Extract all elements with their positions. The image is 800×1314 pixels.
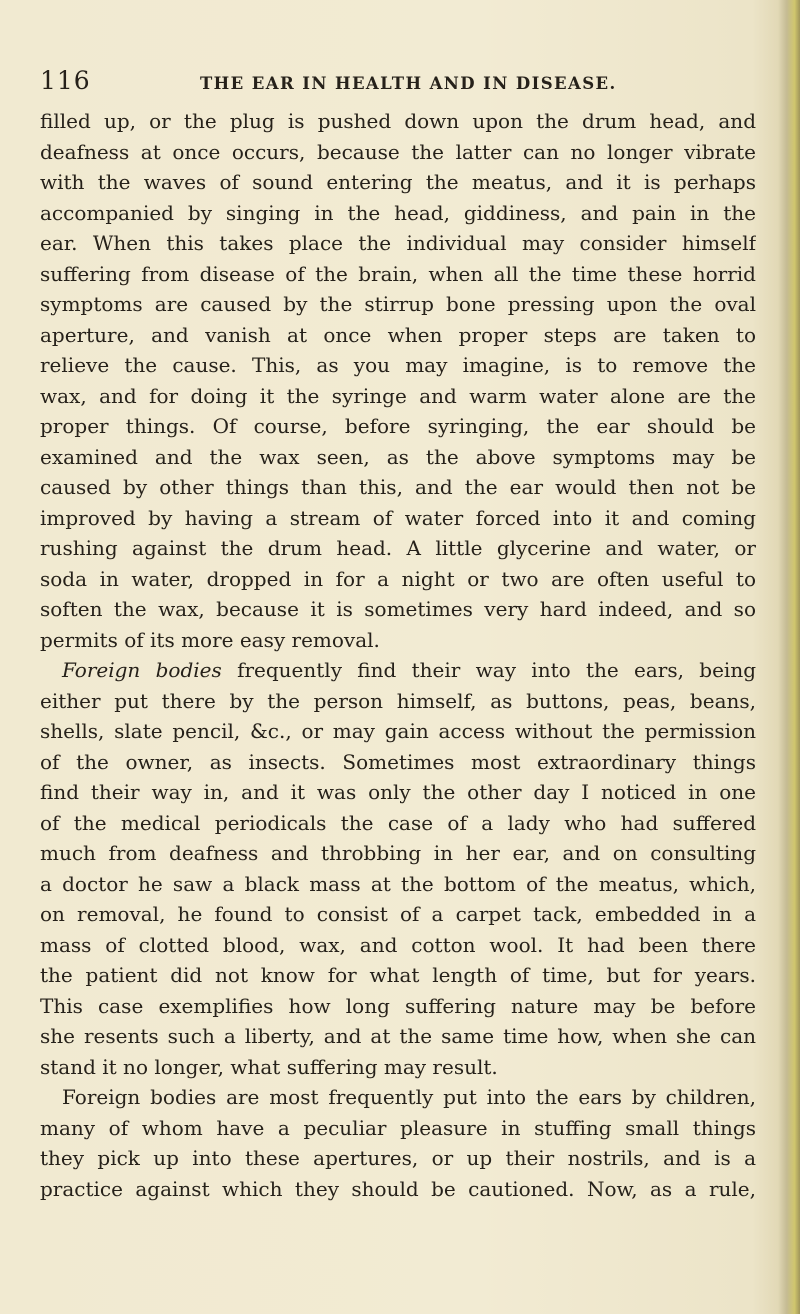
paragraph-start-line: Foreign bodies are most frequently put into the ears by children, bbox=[62, 1085, 756, 1109]
text-line: filled up, or the plug is pushed down upon the drum head, and bbox=[40, 109, 756, 133]
text-line: This case exemplifies how long suffering nature may be before bbox=[40, 993, 756, 1018]
text-line: relieve the cause. This, as you may imagine, is to remove the bbox=[40, 353, 756, 377]
text-line: practice against which they should be cautioned. Now, as a rule, bbox=[40, 1176, 756, 1201]
body-text bbox=[40, 106, 756, 1204]
text-line: wax, and for doing it the syringe and warm water alone are the bbox=[40, 383, 756, 408]
text-fragment: frequently find their way into the ears, being bbox=[221, 658, 756, 682]
text-line: proper things. Of course, before syringing, the ear should be bbox=[40, 414, 756, 438]
page-header bbox=[40, 66, 760, 100]
text-line: accompanied by singing in the head, giddiness, and pain in the bbox=[40, 200, 756, 225]
text-line: aperture, and vanish at once when proper steps are taken to bbox=[40, 322, 756, 347]
text-line: caused by other things than this, and the ear would then not be bbox=[40, 475, 756, 499]
text-line: shells, slate pencil, &c., or may gain access without the permission bbox=[40, 719, 756, 743]
text-line: examined and the wax seen, as the above symptoms may be bbox=[40, 444, 756, 469]
text-line: find their way in, and it was only the other day I noticed in one bbox=[40, 780, 756, 804]
paragraph-start-line bbox=[40, 655, 756, 686]
text-line: deafness at once occurs, because the latter can no longer vibrate bbox=[40, 139, 756, 164]
text-line: symptoms are caused by the stirrup bone pressing upon the oval bbox=[40, 292, 756, 316]
text-line: the patient did not know for what length of time, but for years. bbox=[40, 963, 756, 987]
text-line: stand it no longer, what suffering may result. bbox=[40, 1054, 498, 1079]
text-line: they pick up into these apertures, or up their nostrils, and is a bbox=[40, 1146, 756, 1170]
text-line: mass of clotted blood, wax, and cotton wool. It had been there bbox=[40, 932, 756, 957]
text-line: many of whom have a peculiar pleasure in stuffing small things bbox=[40, 1115, 756, 1140]
text-line: either put there by the person himself, as buttons, peas, beans, bbox=[40, 688, 756, 713]
text-line: she resents such a liberty, and at the same time how, when she can bbox=[40, 1024, 756, 1048]
text-line: soda in water, dropped in for a night or two are often useful to bbox=[40, 566, 756, 591]
text-line: with the waves of sound entering the meatus, and it is perhaps bbox=[40, 170, 756, 194]
text-line: much from deafness and throbbing in her ear, and on consulting bbox=[40, 841, 756, 865]
page-number: 116 bbox=[40, 66, 91, 95]
running-head: THE EAR IN HEALTH AND IN DISEASE. bbox=[200, 74, 617, 93]
italic-term: Foreign bodies bbox=[62, 658, 222, 682]
text-line: rushing against the drum head. A little glycerine and water, or bbox=[40, 536, 756, 560]
text-line: soften the wax, because it is sometimes very hard indeed, and so bbox=[40, 597, 756, 621]
text-line: permits of its more easy removal. bbox=[40, 627, 380, 652]
text-line: of the owner, as insects. Sometimes most extraordinary things bbox=[40, 749, 756, 774]
text-line: improved by having a stream of water forced into it and coming bbox=[40, 505, 756, 530]
text-line: suffering from disease of the brain, when all the time these horrid bbox=[40, 261, 756, 286]
text-line: of the medical periodicals the case of a lady who had suffered bbox=[40, 810, 756, 835]
page-edge bbox=[778, 0, 800, 1314]
text-line: a doctor he saw a black mass at the bottom of the meatus, which, bbox=[40, 871, 756, 896]
text-line: on removal, he found to consist of a carpet tack, embedded in a bbox=[40, 902, 756, 926]
text-line: ear. When this takes place the individual may consider himself bbox=[40, 231, 756, 255]
